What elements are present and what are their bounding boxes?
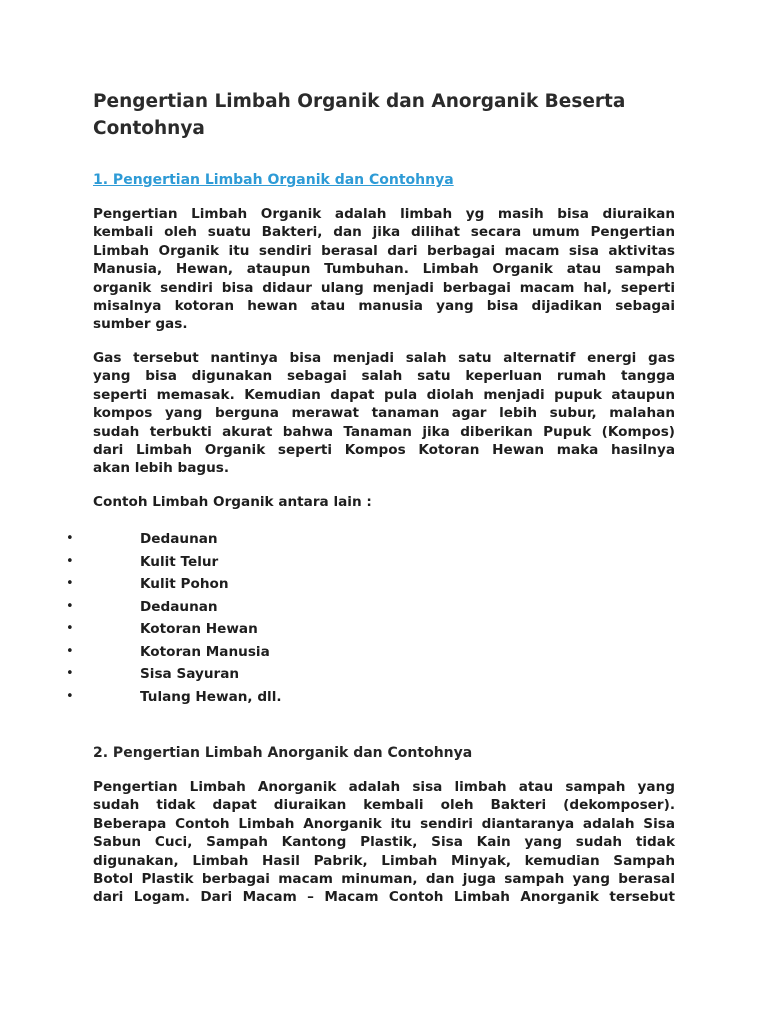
document-title: Pengertian Limbah Organik dan Anorganik Beserta Contohnya <box>93 91 626 139</box>
paragraph-line: kompos yang berguna merawat tanaman agar lebih subur, malahan <box>93 405 675 422</box>
paragraph-line: sudah terbukti akurat bahwa Tanaman jika diberikan Pupuk (Kompos) <box>93 423 675 440</box>
paragraph-line: Limbah Organik itu sendiri berasal dari berbagai macam sisa aktivitas <box>93 242 675 259</box>
paragraph-line: misalnya kotoran hewan atau manusia yang bisa dijadikan sebagai <box>93 298 675 315</box>
bullet-icon: • <box>66 688 74 704</box>
paragraph-line: Gas tersebut nantinya bisa menjadi salah satu alternatif energi gas <box>93 350 675 366</box>
paragraph-line: akan lebih bagus. <box>93 460 230 477</box>
paragraph-line: kembali oleh suatu Bakteri, dan jika dilihat secara umum Pengertian <box>93 224 675 241</box>
paragraph-line: Beberapa Contoh Limbah Anorganik itu sendiri diantaranya adalah Sisa <box>93 815 675 832</box>
list-item-text: Kotoran Hewan <box>140 621 258 637</box>
section1-paragraph-2 <box>93 349 675 478</box>
paragraph-line: sumber gas. <box>93 316 188 333</box>
paragraph-line: Pengertian Limbah Anorganik adalah sisa limbah atau sampah yang <box>93 779 675 795</box>
list-item-text: Sisa Sayuran <box>140 666 240 682</box>
bullet-icon: • <box>66 598 74 614</box>
paragraph-line: digunakan, Limbah Hasil Pabrik, Limbah Minyak, kemudian Sampah <box>93 852 675 869</box>
paragraph-line: Pengertian Limbah Organik adalah limbah yg masih bisa diuraikan <box>93 206 675 222</box>
list-item-text: Kotoran Manusia <box>140 643 270 660</box>
paragraph-line: dari Logam. Dari Macam – Macam Contoh Limbah Anorganik tersebut <box>93 889 675 906</box>
paragraph-line: organik sendiri bisa didaur ulang menjadi berbagai macam hal, seperti <box>93 279 675 296</box>
list-item-text: Kulit Telur <box>140 553 219 570</box>
section2-paragraph-1 <box>93 778 675 907</box>
paragraph-line: Manusia, Hewan, ataupun Tumbuhan. Limbah Organik atau sampah <box>93 261 675 278</box>
paragraph-line: Botol Plastik berbagai macam minuman, dan juga sampah yang berasal <box>93 871 675 888</box>
bullet-icon: • <box>66 576 74 591</box>
bullet-icon: • <box>66 531 74 546</box>
paragraph-line: sudah tidak dapat diuraikan kembali oleh Bakteri (dekomposer). <box>93 797 675 814</box>
bullet-icon: • <box>66 643 74 659</box>
section1-heading-link[interactable]: 1. Pengertian Limbah Organik dan Contohnya <box>93 172 454 188</box>
section2-heading: 2. Pengertian Limbah Anorganik dan Contohnya <box>93 745 473 761</box>
bullet-icon: • <box>66 621 74 636</box>
paragraph-line: yang bisa digunakan sebagai salah satu keperluan rumah tangga <box>93 368 675 385</box>
list-item-text: Dedaunan <box>140 531 218 547</box>
bullet-icon: • <box>66 666 74 681</box>
paragraph-line: Sabun Cuci, Sampah Kantong Plastik, Sisa Kain yang sudah tidak <box>93 834 675 851</box>
list-item-text: Tulang Hewan, dll. <box>140 688 282 705</box>
list-item-text: Kulit Pohon <box>140 576 229 592</box>
bullet-icon: • <box>66 553 74 569</box>
paragraph-line: dari Limbah Organik seperti Kompos Kotoran Hewan maka hasilnya <box>93 442 675 459</box>
section1-paragraph-1 <box>93 205 675 334</box>
paragraph-line: seperti memasak. Kemudian dapat pula diolah menjadi pupuk ataupun <box>93 386 675 403</box>
list-item-text: Dedaunan <box>140 598 218 615</box>
examples-intro: Contoh Limbah Organik antara lain : <box>93 494 372 510</box>
